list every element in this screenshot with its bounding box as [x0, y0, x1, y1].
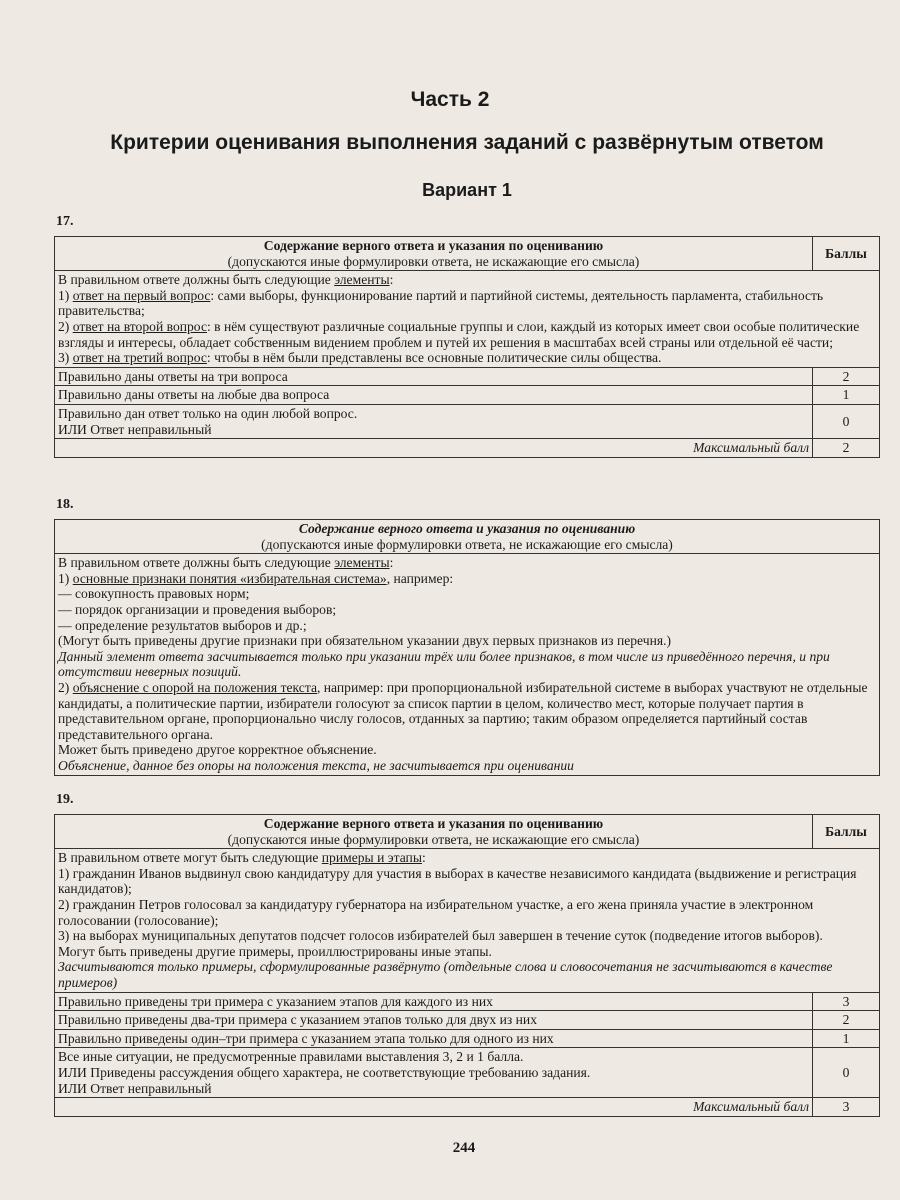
question-18-number: 18. [56, 497, 74, 512]
q19-answer-content: В правильном ответе могут быть следующие примеры и этапы: 1) гражданин Иванов выдвинул свою кандидатуру для участия в выборах в качестве независимого кандидата (выдвижение и регистрация кандидатов); 2) гражданин Петров голосовал за кандидатуру губернатора на избирательном участке, а его жена приняла участие в электронном голосовании (голосование); 3) на выборах муниципальных депутатов подсчет голосов избирателей был завершен в течение суток (подведение итогов выборов). Могут быть приведены другие примеры, проиллюстрированы иные этапы. Засчитываются только примеры, сформулированные развёрнуто (отдельные слова и словосочетания не засчитываются в качестве примеров) [55, 849, 880, 992]
content-header: Содержание верного ответа и указания по оцениванию (допускаются иные формулировки ответа, не искажающие его смысла) [55, 520, 880, 554]
question-17-number: 17. [56, 214, 74, 229]
content-header: Содержание верного ответа и указания по оцениванию (допускаются иные формулировки ответа, не искажающие его смысла) [55, 237, 813, 271]
question-19-number: 19. [56, 792, 74, 807]
score-row: Правильно приведены три примера с указанием этапов для каждого из них 3 [55, 992, 880, 1011]
question-18-table [54, 519, 880, 776]
points-header: Баллы [813, 815, 880, 849]
score-row: Все иные ситуации, не предусмотренные правилами выставления 3, 2 и 1 балла. ИЛИ Приведены рассуждения общего характера, не соответствующие требованию задания. ИЛИ Ответ неправильный 0 [55, 1048, 880, 1098]
q17-answer-content: В правильном ответе должны быть следующие элементы: 1) ответ на первый вопрос: сами выборы, функционирование партий и партийной системы, деятельность парламента, стабильность правительства; 2) ответ на второй вопрос: в нём существуют различные социальные группы и слои, каждый из которых имеет свои особые политические взгляды и интересы, обладает собственным видением проблем и путей их решения в масштабах всей страны или отдельной её части; 3) ответ на третий вопрос: чтобы в нём были представлены все основные политические силы общества. [55, 271, 880, 368]
max-score-row: Максимальный балл 2 [55, 439, 880, 458]
max-score-row: Максимальный балл 3 [55, 1098, 880, 1117]
q18-answer-content: В правильном ответе должны быть следующие элементы: 1) основные признаки понятия «избирательная система», например: — совокупность правовых норм; — порядок организации и проведения выборов; — определение результатов выборов и др.; (Могут быть приведены другие признаки при обязательном указании двух первых признаков из перечня.) Данный элемент ответа засчитывается только при указании трёх или более признаков, в том числе из приведённого перечня, и при отсутствии неверных позиций. 2) объяснение с опорой на положения текста, например: при пропорциональной избирательной системе в выборах участвуют не отдельные кандидаты, а политические партии, избиратели голосуют за список партии в целом, количество мест, которые получает партия в представительном органе, пропорционально числу голосов, отданных за партию; таким образом определяется партийный состав представительного органа. Может быть приведено другое корректное объяснение. Объяснение, данное без опоры на положения текста, не засчитывается при оценивании [55, 554, 880, 775]
page-number: 244 [452, 1140, 476, 1156]
points-header: Баллы [813, 237, 880, 271]
score-row: Правильно приведены два-три примера с указанием этапов только для двух из них 2 [55, 1011, 880, 1030]
question-19-table [54, 814, 880, 1117]
criteria-title: Критерии оценивания выполнения заданий с развёрнутым ответом [110, 131, 824, 154]
score-row: Правильно приведены один–три примера с указанием этапа только для одного из них 1 [55, 1029, 880, 1048]
variant-title: Вариант 1 [422, 180, 512, 200]
content-header: Содержание верного ответа и указания по оцениванию (допускаются иные формулировки ответа, не искажающие его смысла) [55, 815, 813, 849]
score-row: Правильно дан ответ только на один любой вопрос. ИЛИ Ответ неправильный 0 [55, 404, 880, 438]
score-row: Правильно даны ответы на любые два вопроса 1 [55, 386, 880, 405]
part-title: Часть 2 [410, 88, 490, 111]
question-17-table [54, 236, 880, 458]
score-row: Правильно даны ответы на три вопроса 2 [55, 367, 880, 386]
